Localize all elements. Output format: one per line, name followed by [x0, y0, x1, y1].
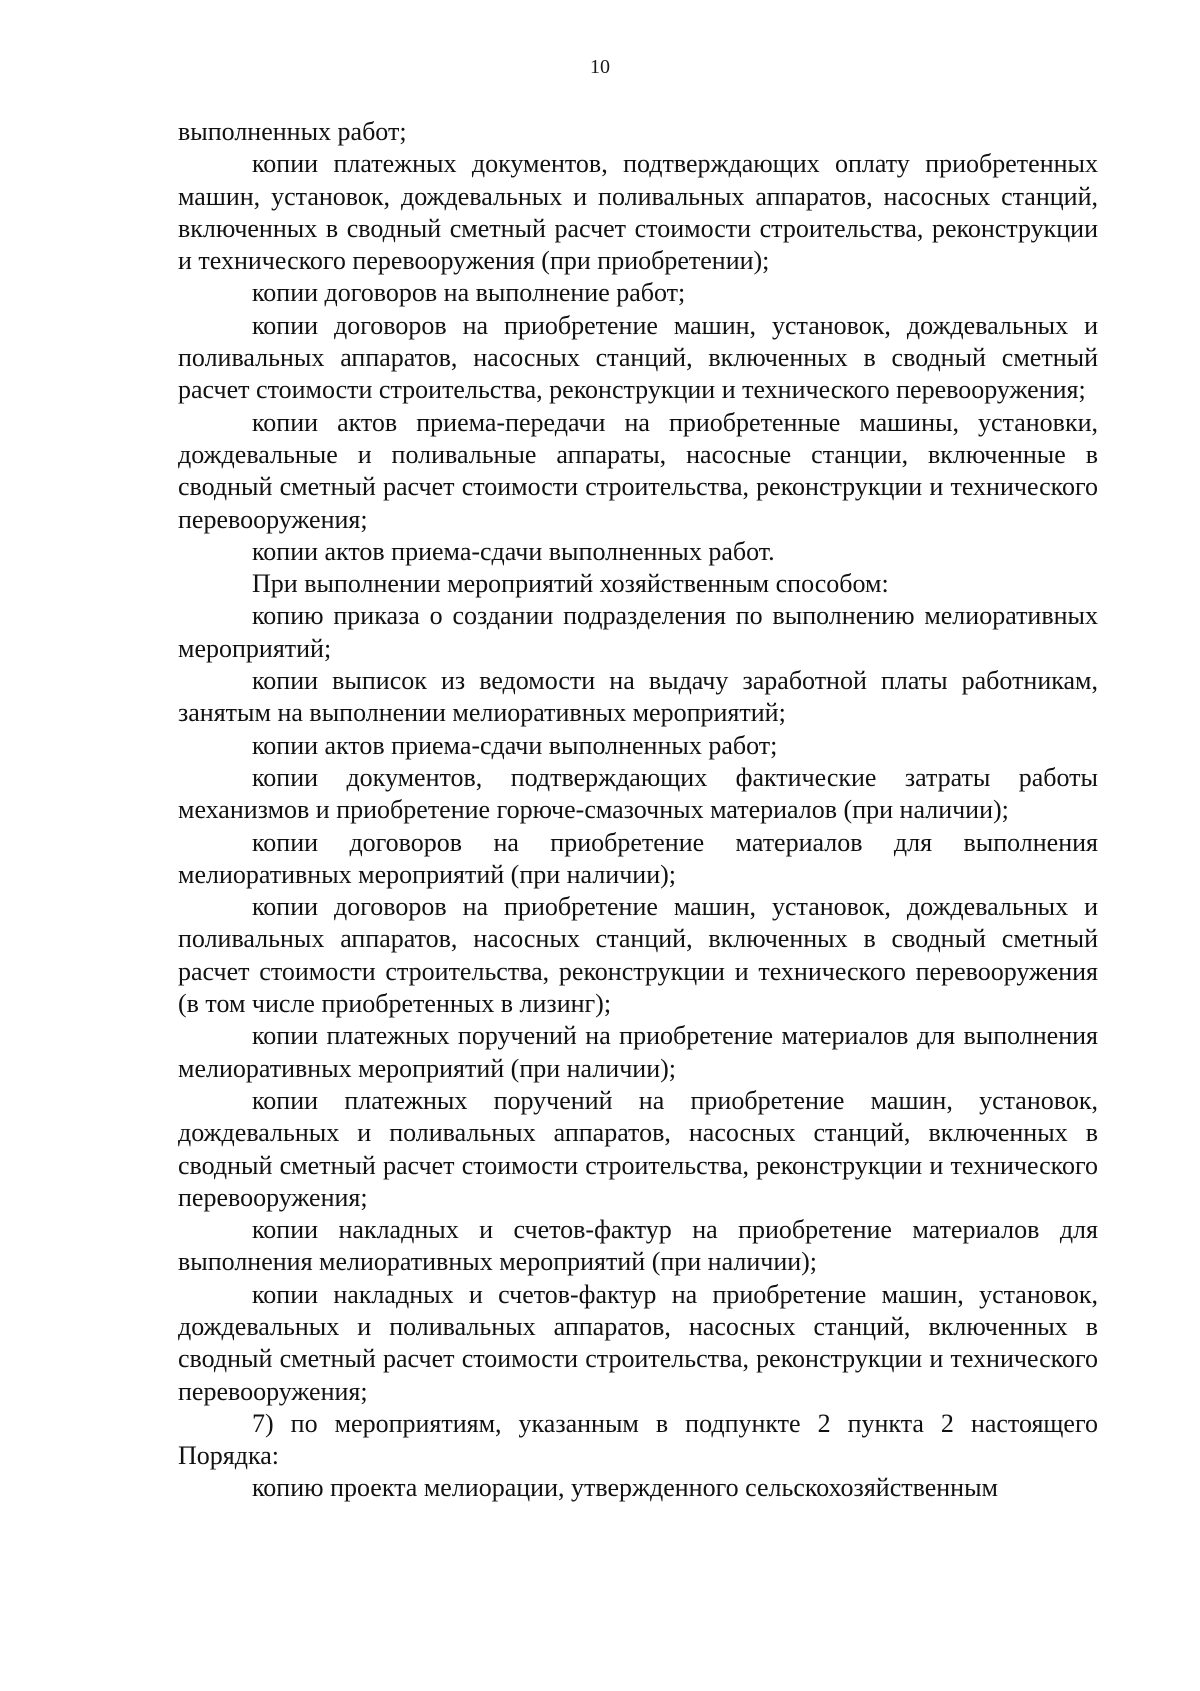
- paragraph: копии документов, подтверждающих фактические затраты работы механизмов и приобретение горюче-смазочных материалов (при наличии);: [178, 762, 1098, 825]
- paragraph: копии накладных и счетов-фактур на приобретение машин, установок, дождевальных и поливальных аппаратов, насосных станций, включенных в сводный сметный расчет стоимости строительства, реконструкции и технического перевооружения;: [178, 1279, 1098, 1406]
- paragraph: копии актов приема-сдачи выполненных работ;: [252, 730, 778, 760]
- paragraph: копии накладных и счетов-фактур на приобретение материалов для выполнения мелиоративных мероприятий (при наличии);: [178, 1215, 1098, 1277]
- paragraph: 7) по мероприятиям, указанным в подпункте 2 пункта 2 настоящего Порядка:: [178, 1408, 1098, 1471]
- paragraph: выполненных работ;: [178, 117, 407, 146]
- paragraph: При выполнении мероприятий хозяйственным способом:: [252, 569, 889, 599]
- paragraph: копии договоров на приобретение машин, установок, дождевальных и поливальных аппаратов, насосных станций, включенных в сводный сметный расчет стоимости строительства, реконструкции и технического перевооружения;: [178, 310, 1098, 405]
- paragraph: копии договоров на приобретение машин, установок, дождевальных и поливальных аппаратов, насосных станций, включенных в сводный сметный расчет стоимости строительства, реконструкции и технического перевооружения (в том числе приобретенных в лизинг);: [178, 892, 1098, 1019]
- paragraph: копии выписок из ведомости на выдачу заработной платы работникам, занятым на выполнении мелиоративных мероприятий;: [178, 666, 1098, 728]
- paragraph: копию проекта мелиорации, утвержденного сельскохозяйственным: [252, 1473, 999, 1503]
- paragraph: копии платежных поручений на приобретение материалов для выполнения мелиоративных мероприятий (при наличии);: [178, 1021, 1098, 1083]
- paragraph: копии актов приема-сдачи выполненных работ.: [252, 536, 775, 566]
- paragraph: копии договоров на выполнение работ;: [252, 278, 686, 308]
- paragraph: копии платежных поручений на приобретение машин, установок, дождевальных и поливальных аппаратов, насосных станций, включенных в сводный сметный расчет стоимости строительства, реконструкции и технического перевооружения;: [178, 1085, 1098, 1212]
- paragraph: копии договоров на приобретение материалов для выполнения мелиоративных мероприятий (при наличии);: [178, 827, 1098, 889]
- document-body: [178, 116, 1098, 1505]
- paragraph: копии актов приема-передачи на приобретенные машины, установки, дождевальные и поливальные аппараты, насосные станции, включенные в сводный сметный расчет стоимости строительства, реконструкции и технического перевооружения;: [178, 407, 1098, 534]
- page-number: 10: [590, 56, 610, 78]
- paragraph: копию приказа о создании подразделения по выполнению мелиоративных мероприятий;: [178, 601, 1098, 663]
- paragraph: копии платежных документов, подтверждающих оплату приобретенных машин, установок, дождевальных и поливальных аппаратов, насосных станций, включенных в сводный сметный расчет стоимости строительства, реконструкции и технического перевооружения (при приобретении);: [178, 149, 1098, 276]
